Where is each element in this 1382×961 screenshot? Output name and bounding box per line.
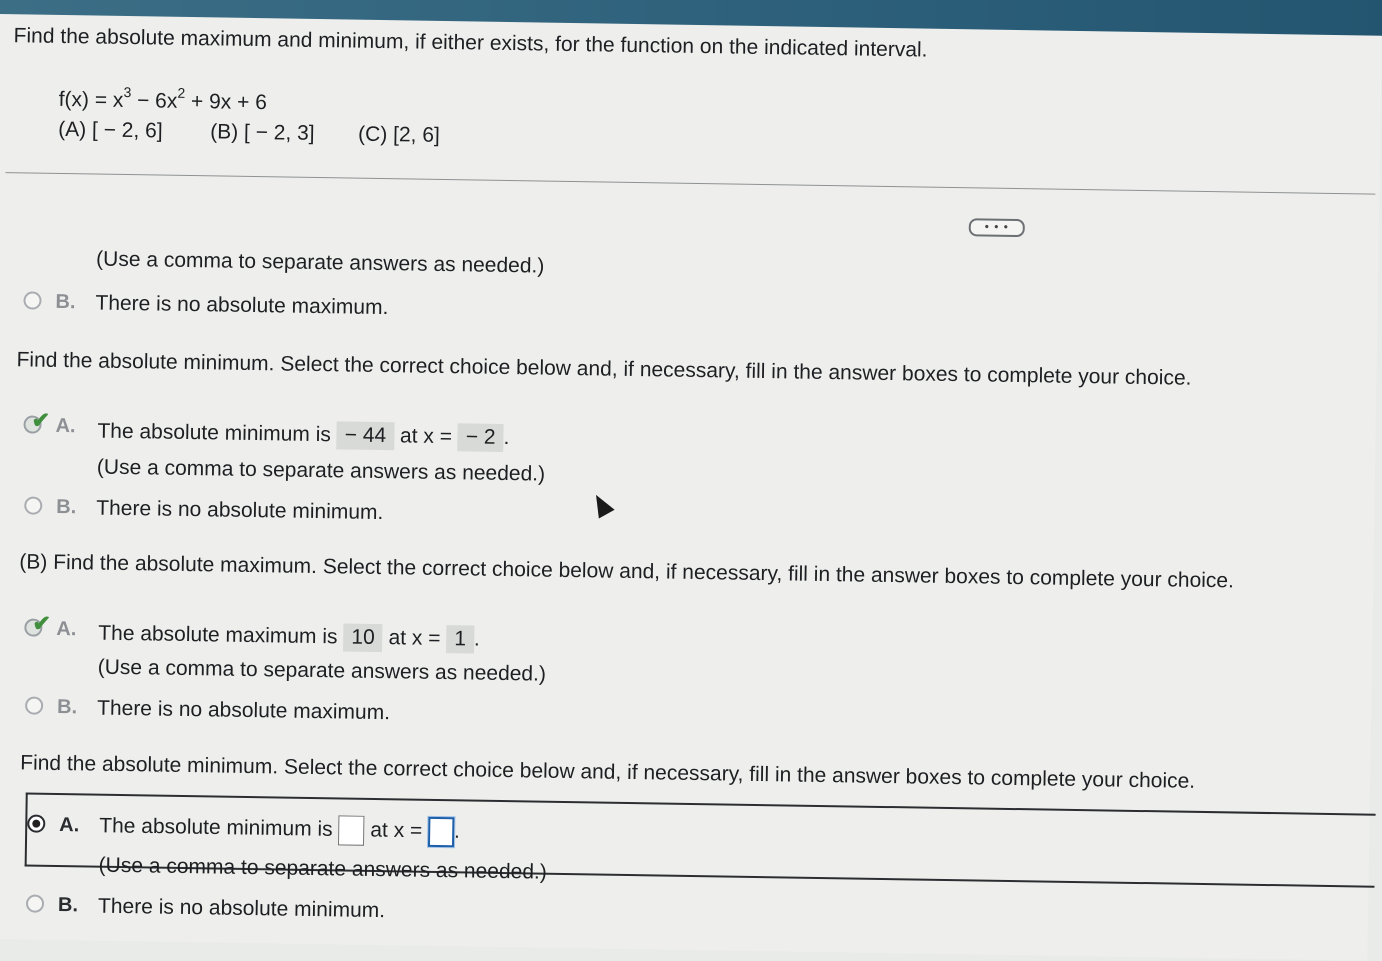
min-prompt-a: Find the absolute minimum. Select the correct choice below and, if necessary, fill in the answer boxes to complete your choice.: [16, 348, 1192, 390]
exponent: 2: [177, 84, 186, 101]
option-text: The absolute maximum is: [98, 621, 338, 649]
function-expression: [58, 85, 267, 115]
option-text: There is no absolute maximum.: [96, 696, 391, 725]
option-text: There is no absolute minimum.: [97, 894, 386, 923]
option-text: There is no absolute maximum.: [95, 291, 389, 320]
mouse-cursor-icon: [588, 491, 614, 519]
comma-note: (Use a comma to separate answers as needed.): [95, 247, 545, 278]
period: .: [503, 425, 510, 450]
option-letter: B.: [56, 695, 78, 719]
radio-no-abs-max-b[interactable]: [25, 696, 43, 714]
option-row-min-b: [99, 812, 460, 848]
answer-min-x-input[interactable]: [428, 817, 454, 847]
max-prompt-b: (B) Find the absolute maximum. Select the correct choice below and, if necessary, fill in the answer boxes to complete your choice.: [19, 550, 1235, 593]
exponent: 3: [123, 83, 132, 101]
option-text: There is no absolute minimum.: [96, 496, 384, 525]
option-row-min-a: [97, 418, 509, 452]
interval-c: (C) [2, 6]: [357, 122, 441, 147]
option-row-max-b: [98, 620, 480, 654]
comma-note: (Use a comma to separate answers as needed.): [98, 853, 547, 884]
answer-max-x: 1: [446, 625, 474, 653]
at-label: at x =: [370, 818, 423, 843]
interval-b: (B) [ − 2, 3]: [209, 120, 315, 145]
function-part: f(x) = x: [58, 87, 124, 112]
option-letter: B.: [55, 290, 76, 314]
period: .: [453, 819, 461, 843]
function-part: − 6x: [131, 89, 178, 113]
question-prompt: Find the absolute maximum and minimum, if either exists, for the function on the indicated interval.: [13, 24, 928, 62]
at-label: at x =: [388, 626, 441, 650]
option-text: The absolute minimum is: [99, 814, 333, 841]
answer-max-value: 10: [343, 623, 383, 652]
option-letter: A.: [55, 414, 76, 438]
question-panel: [0, 14, 1382, 961]
answer-min-value-input[interactable]: [338, 815, 364, 845]
period: .: [473, 627, 481, 651]
option-letter: B.: [56, 495, 77, 519]
interval-a: (A) [ − 2, 6]: [58, 117, 163, 143]
option-letter: B.: [57, 894, 79, 917]
comma-note: (Use a comma to separate answers as needed.): [96, 455, 546, 486]
option-letter: A.: [59, 814, 80, 837]
option-letter: A.: [56, 617, 77, 641]
at-label: at x =: [399, 424, 453, 449]
radio-no-abs-min-a[interactable]: [24, 496, 42, 514]
section-divider: [6, 172, 1376, 195]
radio-no-abs-max-a[interactable]: [23, 291, 41, 309]
min-prompt-b: Find the absolute minimum. Select the correct choice below and, if necessary, fill in the answer boxes to complete your choice.: [20, 751, 1196, 793]
answer-min-x: − 2: [458, 423, 504, 452]
comma-note: (Use a comma to separate answers as needed.): [97, 655, 547, 686]
option-text: The absolute minimum is: [97, 419, 332, 447]
more-button[interactable]: • • •: [969, 218, 1025, 237]
function-part: + 9x + 6: [184, 89, 268, 115]
checkmark-icon: ✔: [31, 407, 51, 433]
answer-min-value: − 44: [336, 421, 394, 450]
radio-no-abs-min-b[interactable]: [26, 895, 44, 913]
checkmark-icon: ✔: [32, 610, 52, 636]
